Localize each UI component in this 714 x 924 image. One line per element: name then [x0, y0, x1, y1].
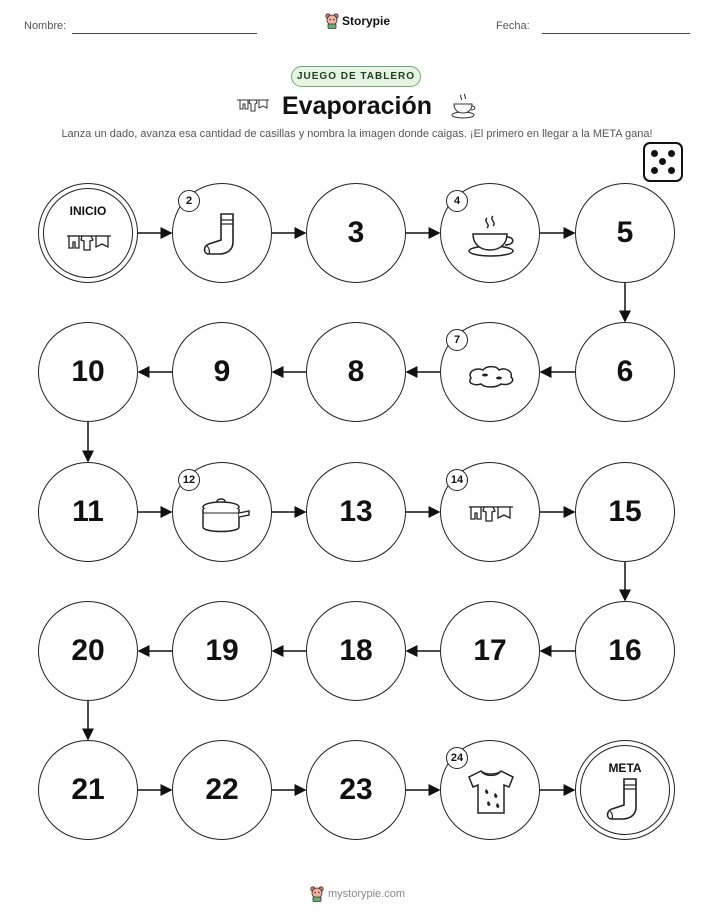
space-number-badge: 4: [446, 190, 468, 212]
finish-space: [575, 740, 675, 840]
footer-url: mystorypie.com: [328, 888, 406, 900]
name-label: Nombre:: [24, 20, 67, 32]
board-space-17: [440, 601, 540, 701]
space-label: META: [608, 761, 642, 775]
brand-name: Storypie: [342, 14, 391, 28]
board-space-13: [306, 462, 406, 562]
board-space-5: [575, 183, 675, 283]
board-space-15: [575, 462, 675, 562]
space-number: 15: [608, 495, 642, 528]
board-space-21: [38, 740, 138, 840]
space-number: 19: [205, 634, 239, 667]
space-number-badge: 2: [178, 190, 200, 212]
page-title: Evaporación: [281, 92, 433, 120]
board-space-8: [306, 322, 406, 422]
space-number-badge: 14: [446, 469, 468, 491]
space-number: 13: [339, 495, 373, 528]
board-space-11: [38, 462, 138, 562]
board-space-3: [306, 183, 406, 283]
space-number: 10: [71, 355, 105, 388]
board-space-16: [575, 601, 675, 701]
start-space: [38, 183, 138, 283]
footer: [310, 886, 405, 902]
board-space-22: [172, 740, 272, 840]
board-space-18: [306, 601, 406, 701]
space-number: 18: [339, 634, 373, 667]
space-number-badge: 12: [178, 469, 200, 491]
date-label: Fecha:: [496, 20, 530, 32]
space-number: 5: [616, 216, 634, 249]
space-number: 21: [71, 773, 105, 806]
space-number: 3: [347, 216, 365, 249]
space-number: 17: [473, 634, 507, 667]
instructions-text: Lanza un dado, avanza esa cantidad de casillas y nombra la imagen donde caigas. ¡El primero en llegar a la META gana!: [61, 128, 653, 140]
space-label: INICIO: [69, 204, 107, 218]
space-number: 9: [213, 355, 231, 388]
space-number: 11: [72, 495, 104, 528]
board-space-19: [172, 601, 272, 701]
space-number: 22: [205, 773, 239, 806]
board-space-10: [38, 322, 138, 422]
board-space-23: [306, 740, 406, 840]
game-type-badge: JUEGO DE TABLERO: [291, 66, 421, 87]
space-number: 8: [347, 355, 365, 388]
space-number: 23: [339, 773, 373, 806]
space-number: 16: [608, 634, 642, 667]
clothesline-icon: [39, 192, 139, 297]
space-number: 6: [616, 355, 634, 388]
space-number: 20: [71, 634, 105, 667]
board-space-20: [38, 601, 138, 701]
space-number-badge: 7: [446, 329, 468, 351]
space-number-badge: 24: [446, 747, 468, 769]
bear-mascot-icon: [310, 886, 324, 902]
board-space-6: [575, 322, 675, 422]
sock-icon: [576, 749, 676, 854]
board-space-9: [172, 322, 272, 422]
